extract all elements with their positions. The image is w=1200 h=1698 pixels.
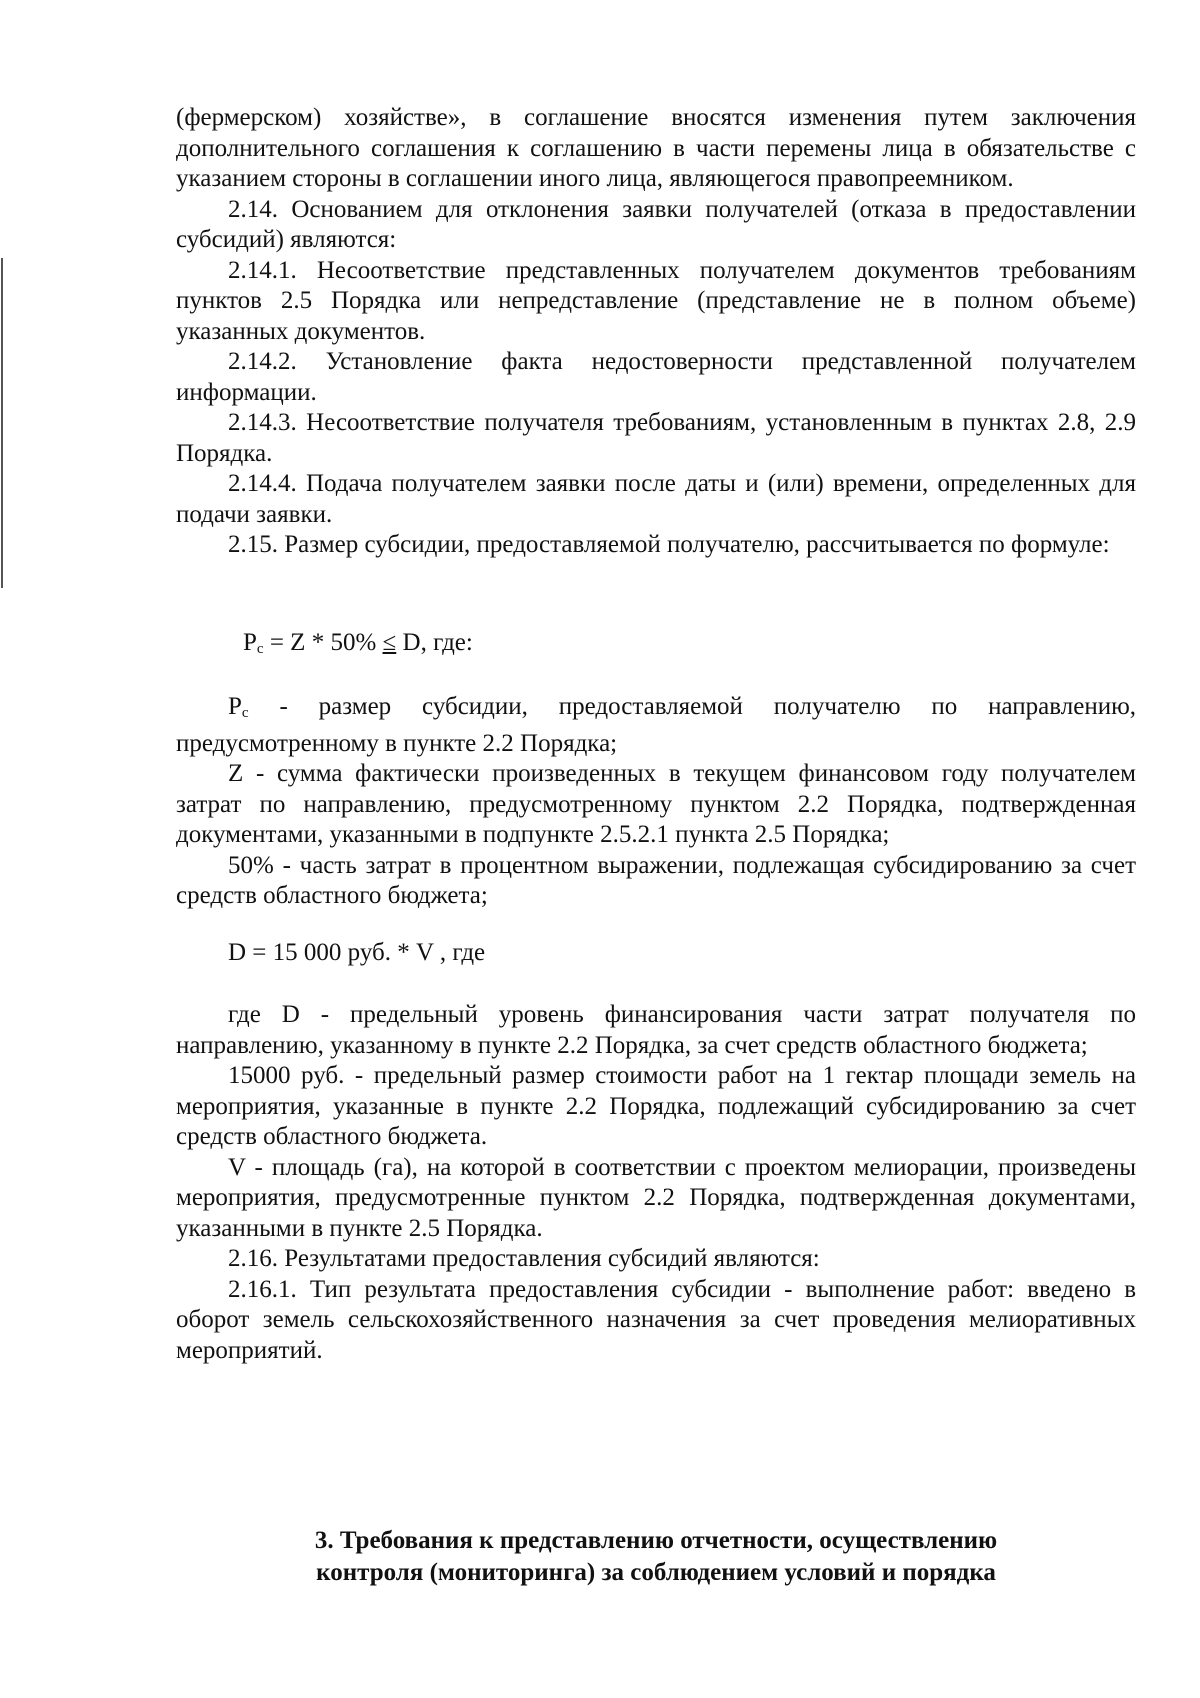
- less-or-equal-sign: ≤: [382, 629, 397, 656]
- paragraph-2-15: 2.15. Размер субсидии, предоставляемой получателю, рассчитывается по формуле:: [228, 531, 1110, 558]
- formula-p: P: [243, 629, 257, 656]
- definition-pc-subscript: c: [241, 705, 249, 721]
- paragraph-2-14: 2.14. Основанием для отклонения заявки получателей (отказа в предоставлении субсидий) являются:: [176, 195, 1136, 253]
- definition-percent: 50% - часть затрат в процентном выражении, подлежащая субсидированию за счет средств областного бюджета;: [176, 851, 1136, 909]
- paragraph-2-16: 2.16. Результатами предоставления субсидий являются:: [228, 1245, 820, 1272]
- paragraph-2-14-2: 2.14.2. Установление факта недостоверности представленной получателем информации.: [176, 348, 1136, 406]
- definition-v: V - площадь (га), на которой в соответствии с проектом мелиорации, произведены мероприятия, предусмотренные пунктом 2.2 Порядка, подтвержденная документами, указанными в пункте 2.5 Порядка.: [176, 1153, 1136, 1242]
- definition-pc-symbol: P: [228, 693, 242, 720]
- definition-z: Z - сумма фактически произведенных в текущем финансовом году получателем затрат по направлению, предусмотренному пунктом 2.2 Порядка, подтвержденная документами, указанными в подпункте 2.5.2.1 пункта 2.5 Порядка;: [176, 760, 1136, 848]
- definition-15000: 15000 руб. - предельный размер стоимости работ на 1 гектар площади земель на мероприятия, указанные в пункте 2.2 Порядка, подлежащий субсидированию за счет средств областного бюджета.: [176, 1062, 1136, 1150]
- section-heading-line-2: контроля (мониторинга) за соблюдением условий и порядка: [316, 1559, 996, 1586]
- formula-p-subscript: c: [256, 641, 264, 657]
- paragraph-continuation: (фермерском) хозяйстве», в соглашение вносятся изменения путем заключения дополнительного соглашения к соглашению в части перемены лица в обязательстве с указанием стороны в соглашении иного лица, являющегося правопреемником.: [176, 104, 1136, 192]
- definition-d: где D - предельный уровень финансирования части затрат получателя по направлению, указанному в пункте 2.2 Порядка, за счет средств областного бюджета;: [176, 1001, 1136, 1059]
- definitions-block: [176, 692, 1136, 912]
- section-3-heading: [176, 1525, 1136, 1589]
- limit-formula: D = 15 000 руб. * V , где: [228, 939, 486, 966]
- scan-margin-line: [1, 258, 3, 588]
- formula-body: = Z * 50%: [263, 629, 383, 656]
- paragraph-2-14-4: 2.14.4. Подача получателем заявки после даты и (или) времени, определенных для подачи заявки.: [176, 470, 1136, 528]
- formula-tail: D, где:: [396, 629, 473, 656]
- paragraph-2-16-1: 2.16.1. Тип результата предоставления субсидии - выполнение работ: введено в оборот земель сельскохозяйственного назначения за счет проведения мелиоративных мероприятий.: [176, 1275, 1136, 1364]
- text-block-bottom: [176, 1000, 1136, 1366]
- section-heading-line-1: 3. Требования к представлению отчетности, осуществлению: [314, 1527, 998, 1554]
- text-block-top: [176, 103, 1136, 561]
- definition-pc: [176, 692, 1136, 759]
- definition-pc-text: - размер субсидии, предоставляемой получателю по направлению, предусмотренному в пункте 2.2 Порядка;: [176, 693, 1136, 757]
- paragraph-2-14-1: 2.14.1. Несоответствие представленных получателем документов требованиям пунктов 2.5 Порядка или непредставление (представление не в полном объеме) указанных документов.: [176, 256, 1136, 345]
- paragraph-2-14-3: 2.14.3. Несоответствие получателя требованиям, установленным в пунктах 2.8, 2.9 Порядка.: [176, 409, 1136, 467]
- subsidy-formula: [243, 628, 473, 664]
